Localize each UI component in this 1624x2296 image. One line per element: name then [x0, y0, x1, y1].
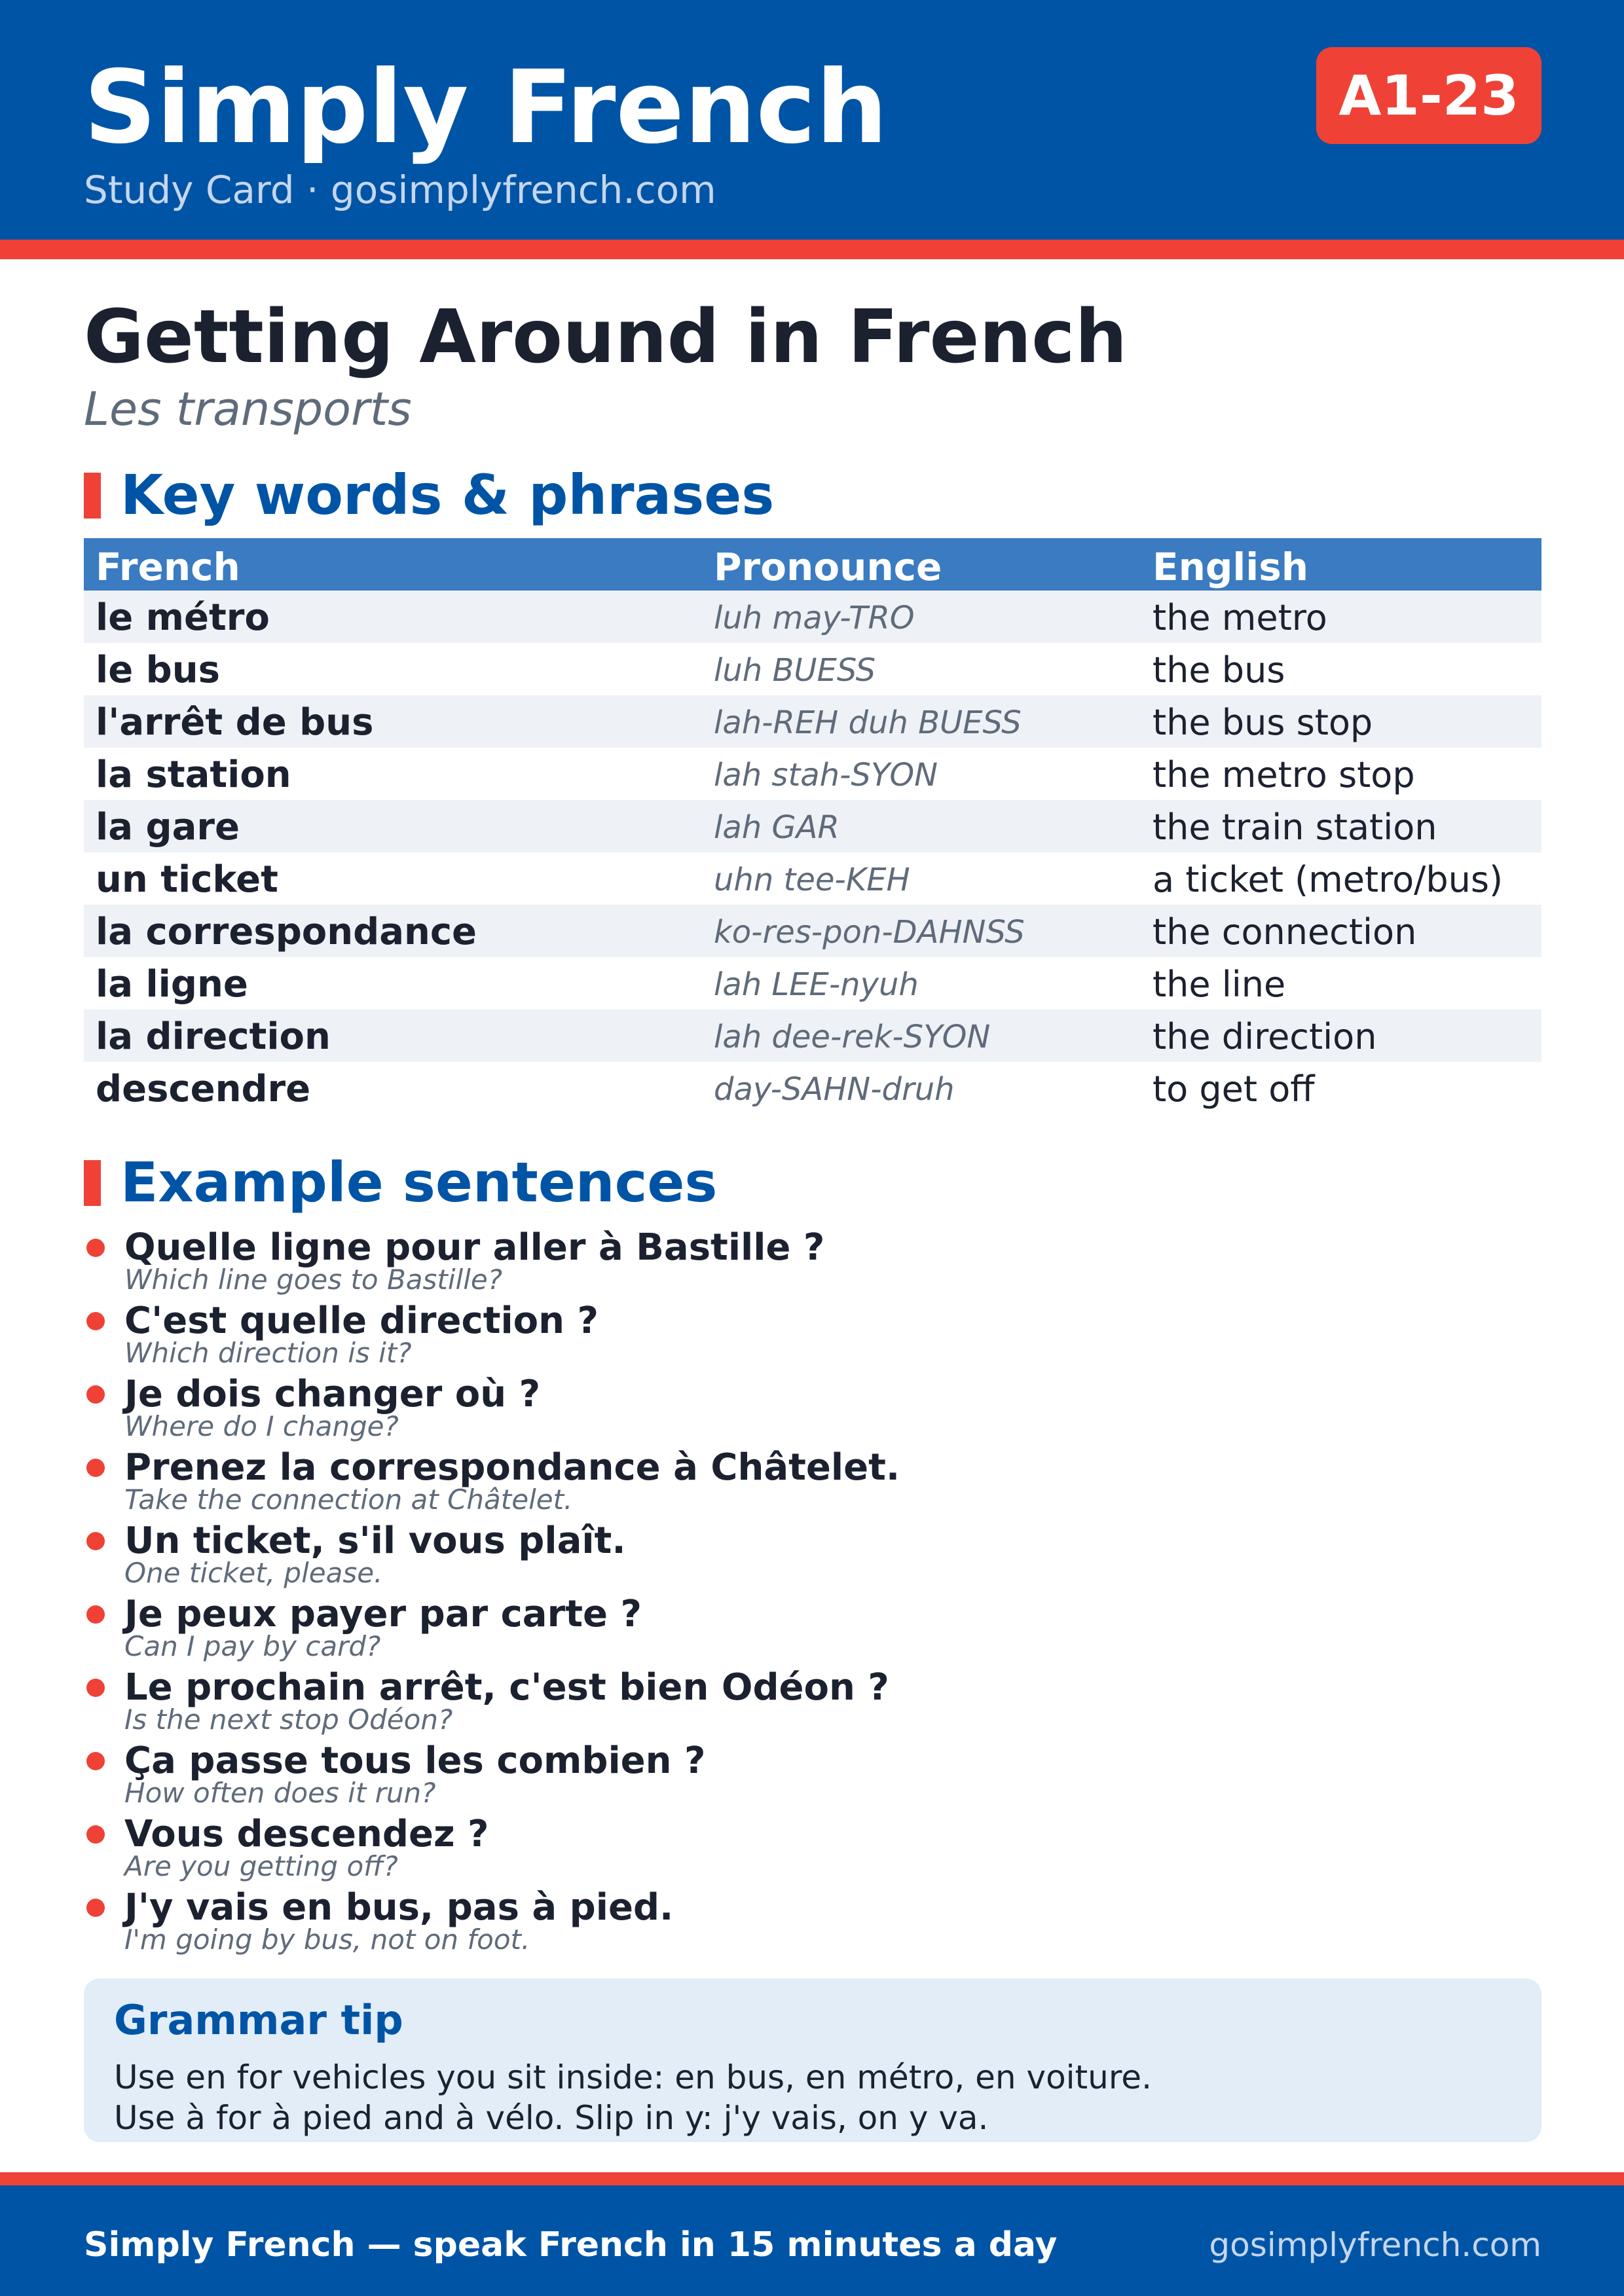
grammar-tip-line: Use en for vehicles you sit inside: en bus, en métro, en voiture. [114, 2058, 1152, 2096]
english-meaning: the direction [1153, 1016, 1377, 1057]
french-sentence: Je peux payer par carte ? [124, 1593, 642, 1635]
pronunciation: uhn tee-KEH [714, 862, 910, 898]
pronunciation: luh may-TRO [714, 600, 915, 636]
table-row [84, 748, 1541, 800]
french-term: la correspondance [96, 911, 477, 953]
page-subtitle: Les transports [84, 382, 412, 436]
bullet-dot-icon [86, 1752, 105, 1770]
english-meaning: to get off [1153, 1068, 1315, 1110]
footer-slogan: Simply French — speak French in 15 minutes a day [84, 2225, 1058, 2265]
french-sentence: Un ticket, s'il vous plaît. [124, 1520, 626, 1562]
table-row [84, 905, 1541, 957]
vocab-table [84, 538, 1541, 1114]
bullet-dot-icon [86, 1239, 105, 1257]
french-term: le bus [96, 649, 220, 691]
grammar-tip-line: Use à for à pied and à vélo. Slip in y: j'y vais, on y va. [114, 2099, 989, 2137]
footer-accent-stripe [0, 2172, 1624, 2185]
header-banner [0, 0, 1624, 240]
column-header-french: French [96, 545, 240, 589]
english-translation: Which line goes to Bastille? [124, 1264, 503, 1296]
english-translation: Where do I change? [124, 1410, 399, 1442]
english-meaning: the metro stop [1153, 754, 1415, 795]
french-term: la gare [96, 806, 240, 848]
list-item [84, 1592, 1541, 1666]
bullet-dot-icon [86, 1825, 105, 1844]
table-row [84, 591, 1541, 643]
list-item [84, 1666, 1541, 1739]
english-translation: How often does it run? [124, 1777, 436, 1809]
english-meaning: the line [1153, 964, 1286, 1005]
examples-heading-label: Example sentences [120, 1150, 718, 1214]
bullet-dot-icon [86, 1385, 105, 1404]
grammar-tip-title: Grammar tip [114, 1996, 403, 2044]
french-sentence: J'y vais en bus, pas à pied. [124, 1886, 674, 1929]
pronunciation: lah dee-rek-SYON [714, 1019, 991, 1055]
table-row [84, 1062, 1541, 1114]
section-marker [84, 473, 101, 519]
column-header-pronounce: Pronounce [714, 545, 942, 589]
english-translation: Is the next stop Odéon? [124, 1704, 453, 1736]
table-row [84, 852, 1541, 905]
bullet-dot-icon [86, 1899, 105, 1917]
brand-title: Simply French [84, 49, 888, 166]
table-row [84, 643, 1541, 695]
list-item [84, 1812, 1541, 1886]
french-term: l'arrêt de bus [96, 701, 374, 744]
vocab-heading-label: Key words & phrases [120, 463, 775, 527]
vocab-table-header [84, 538, 1541, 591]
bullet-dot-icon [86, 1605, 105, 1624]
english-meaning: the metro [1153, 597, 1327, 638]
bullet-dot-icon [86, 1532, 105, 1550]
list-item [84, 1226, 1541, 1299]
pronunciation: ko-res-pon-DAHNSS [714, 914, 1025, 951]
column-header-english: English [1153, 545, 1309, 589]
french-sentence: Je dois changer où ? [124, 1373, 541, 1415]
pronunciation: day-SAHN-druh [714, 1071, 955, 1108]
list-item [84, 1886, 1541, 1959]
pronunciation: lah GAR [714, 809, 840, 846]
french-sentence: C'est quelle direction ? [124, 1300, 599, 1342]
french-term: le métro [96, 596, 270, 639]
page-title: Getting Around in French [84, 295, 1128, 380]
french-sentence: Vous descendez ? [124, 1813, 489, 1855]
section-marker [84, 1160, 101, 1206]
english-translation: I'm going by bus, not on foot. [124, 1923, 530, 1956]
table-row [84, 695, 1541, 748]
table-row [84, 800, 1541, 852]
header-accent-stripe [0, 240, 1624, 259]
list-item [84, 1299, 1541, 1372]
bullet-dot-icon [86, 1679, 105, 1697]
pronunciation: lah LEE-nyuh [714, 966, 919, 1003]
english-translation: One ticket, please. [124, 1557, 383, 1589]
english-translation: Which direction is it? [124, 1337, 412, 1369]
french-term: la direction [96, 1015, 331, 1058]
pronunciation: lah stah-SYON [714, 757, 938, 793]
french-sentence: Prenez la correspondance à Châtelet. [124, 1446, 900, 1489]
table-row [84, 1010, 1541, 1062]
grammar-tip-box [84, 1978, 1541, 2142]
example-sentence-list [84, 1226, 1541, 1959]
bullet-dot-icon [86, 1459, 105, 1477]
english-translation: Are you getting off? [124, 1850, 398, 1882]
pronunciation: luh BUESS [714, 652, 876, 689]
english-meaning: the bus stop [1153, 702, 1373, 743]
english-meaning: the train station [1153, 807, 1437, 848]
pronunciation: lah-REH duh BUESS [714, 704, 1022, 741]
footer-website: gosimplyfrench.com [1209, 2226, 1541, 2264]
table-row [84, 957, 1541, 1010]
french-term: un ticket [96, 858, 278, 901]
english-meaning: a ticket (metro/bus) [1153, 859, 1504, 900]
header-subtitle: Study Card · gosimplyfrench.com [84, 168, 716, 212]
english-translation: Can I pay by card? [124, 1630, 381, 1662]
list-item [84, 1519, 1541, 1592]
english-translation: Take the connection at Châtelet. [124, 1484, 573, 1516]
english-meaning: the connection [1153, 911, 1417, 953]
french-sentence: Ça passe tous les combien ? [124, 1740, 706, 1782]
list-item [84, 1372, 1541, 1446]
bullet-dot-icon [86, 1312, 105, 1330]
level-badge: A1-23 [1316, 47, 1541, 144]
list-item [84, 1446, 1541, 1519]
french-sentence: Le prochain arrêt, c'est bien Odéon ? [124, 1666, 889, 1709]
french-sentence: Quelle ligne pour aller à Bastille ? [124, 1226, 825, 1269]
french-term: la station [96, 754, 291, 796]
list-item [84, 1739, 1541, 1812]
footer [0, 2185, 1624, 2296]
french-term: descendre [96, 1068, 311, 1110]
french-term: la ligne [96, 963, 248, 1006]
english-meaning: the bus [1153, 649, 1285, 691]
